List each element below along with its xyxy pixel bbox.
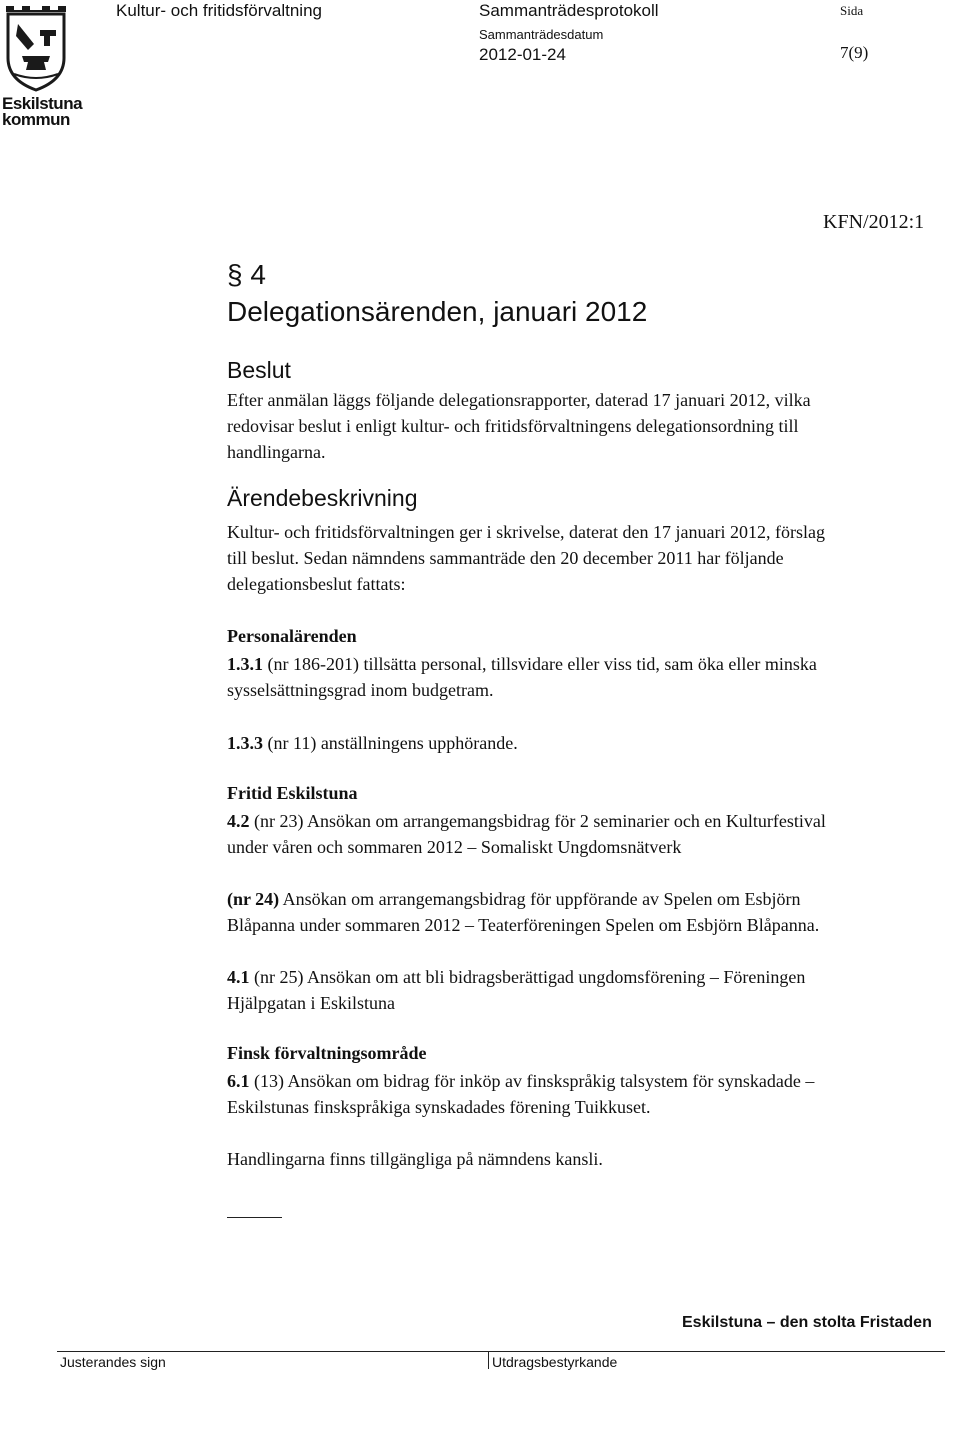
beslut-heading: Beslut	[227, 357, 291, 383]
page-title: Delegationsärenden, januari 2012	[227, 296, 648, 327]
item-text: (13) Ansökan om bidrag för inköp av finskspråkig talsystem för synskadade –	[249, 1071, 815, 1091]
item-text: under våren och sommaren 2012 – Somaliskt Ungdomsnätverk	[227, 837, 682, 857]
delegation-code: 1.3.1	[227, 654, 263, 674]
delegation-code: 6.1	[227, 1071, 250, 1091]
delegation-code: 4.2	[227, 811, 250, 831]
arende-line: delegationsbeslut fattats:	[227, 574, 406, 594]
closing-text	[227, 1146, 603, 1172]
fritid-item-1	[227, 808, 826, 860]
page-label: Sida	[840, 3, 864, 18]
footer-rule	[57, 1351, 945, 1352]
logo-text-line-1: Eskilstuna	[2, 94, 83, 113]
arendebeskrivning-heading: Ärendebeskrivning	[227, 485, 418, 511]
item-text: Ansökan om arrangemangsbidrag för uppförande av Spelen om Esbjörn	[279, 889, 801, 909]
municipality-logo	[2, 0, 83, 129]
logo-text-line-2: kommun	[2, 110, 70, 129]
item-text: Blåpanna under sommaren 2012 – Teaterföreningen Spelen om Esbjörn Blåpanna.	[227, 915, 820, 935]
beslut-line: redovisar beslut i enligt kultur- och fritidsförvaltningens delegationsordning till	[227, 416, 799, 436]
personal-item-1	[227, 651, 817, 703]
document-type: Sammanträdesprotokoll	[479, 1, 659, 20]
meeting-date: 2012-01-24	[479, 45, 566, 64]
delegation-code: 4.1	[227, 967, 250, 987]
fritid-heading: Fritid Eskilstuna	[227, 783, 358, 803]
coat-of-arms-icon	[4, 0, 68, 92]
arende-line: till beslut. Sedan nämndens sammanträde den 20 december 2011 har följande	[227, 548, 784, 568]
item-text: sysselsättningsgrad inom budgetram.	[227, 680, 494, 700]
arende-line: Kultur- och fritidsförvaltningen ger i skrivelse, daterat den 17 januari 2012, förslag	[227, 522, 825, 542]
beslut-line: handlingarna.	[227, 442, 326, 462]
item-text: (nr 23) Ansökan om arrangemangsbidrag för 2 seminarier och en Kulturfestival	[249, 811, 826, 831]
arendebeskrivning-text	[227, 519, 825, 597]
item-text: Eskilstunas finskspråkiga synskadades förening Tuikkuset.	[227, 1097, 651, 1117]
page-number: 7(9)	[840, 43, 869, 62]
item-text: (nr 25) Ansökan om att bli bidragsberättigad ungdomsförening – Föreningen	[249, 967, 806, 987]
personal-item-2	[227, 730, 518, 756]
item-text: (nr 186-201) tillsätta personal, tillsvidare eller viss tid, sam öka eller minska	[263, 654, 817, 674]
beslut-line: Efter anmälan läggs följande delegationsrapporter, daterad 17 januari 2012, vilka	[227, 390, 811, 410]
personal-heading: Personalärenden	[227, 626, 357, 646]
footer-slogan: Eskilstuna – den stolta Fristaden	[682, 1314, 932, 1331]
closing-line: Handlingarna finns tillgängliga på nämndens kansli.	[227, 1149, 603, 1169]
section-number: § 4	[227, 259, 266, 290]
justerandes-sign-label: Justerandes sign	[60, 1354, 166, 1370]
sign-divider	[488, 1351, 489, 1369]
department-name: Kultur- och fritidsförvaltning	[116, 1, 322, 20]
utdragsbestyrkande-label: Utdragsbestyrkande	[492, 1354, 618, 1370]
finsk-item-1	[227, 1068, 814, 1120]
delegation-code: 1.3.3	[227, 733, 263, 753]
beslut-text	[227, 387, 811, 465]
meeting-date-label: Sammanträdesdatum	[479, 27, 604, 42]
item-text: Hjälpgatan i Eskilstuna	[227, 993, 395, 1013]
delegation-code: (nr 24)	[227, 889, 280, 909]
fritid-item-2	[227, 886, 819, 938]
finsk-heading: Finsk förvaltningsområde	[227, 1043, 427, 1063]
end-rule	[227, 1217, 282, 1218]
item-text: (nr 11) anställningens upphörande.	[263, 733, 518, 753]
fritid-item-3	[227, 964, 805, 1016]
case-number: KFN/2012:1	[823, 211, 925, 233]
